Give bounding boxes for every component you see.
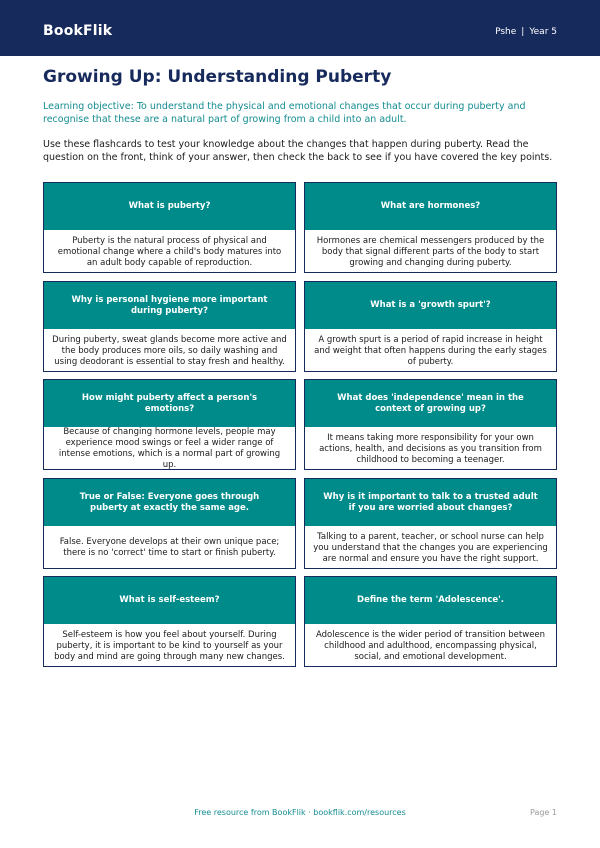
page-title: Growing Up: Understanding Puberty — [43, 67, 392, 87]
flashcard[interactable] — [304, 576, 557, 667]
header-meta — [495, 27, 557, 37]
page-number: Page 1 — [530, 808, 557, 817]
flashcard[interactable] — [304, 478, 557, 569]
card-front-question: What is self-esteem? — [44, 577, 295, 624]
brand-logo[interactable]: BookFlik — [43, 23, 113, 39]
header-bar — [0, 0, 600, 56]
card-front-question: How might puberty affect a person's emotions? — [44, 380, 295, 427]
flashcard[interactable] — [43, 478, 296, 569]
flashcard[interactable] — [43, 379, 296, 470]
card-front-question: What does 'independence' mean in the context of growing up? — [305, 380, 556, 427]
meta-separator: | — [521, 27, 525, 37]
card-back-answer: Adolescence is the wider period of transition between childhood and adulthood, encompassing physical, social, and emotional development. — [315, 629, 546, 662]
card-back-answer: It means taking more responsibility for your own actions, health, and decisions as you transition from childhood to becoming a teenager. — [319, 432, 542, 465]
card-front-question: What is puberty? — [44, 183, 295, 230]
flashcard[interactable] — [43, 576, 296, 667]
card-front-question: Why is it important to talk to a trusted adult if you are worried about changes? — [305, 479, 556, 526]
card-back-answer: Hormones are chemical messengers produced by the body that signal different parts of the body to start growing and changing during puberty. — [316, 235, 545, 268]
card-front-question: True or False: Everyone goes through puberty at exactly the same age. — [44, 479, 295, 526]
card-back-answer: False. Everyone develops at their own unique pace; there is no 'correct' time to start or finish puberty. — [59, 537, 280, 558]
learning-objective: Learning objective: To understand the physical and emotional changes that occur during puberty and recognise that these are a natural part of growing from a child into an adult. — [43, 101, 526, 125]
year-label: Year 5 — [529, 27, 557, 37]
card-back-answer: Puberty is the natural process of physical and emotional change where a child's body matures into an adult body capable of reproduction. — [57, 235, 282, 268]
card-back-answer: During puberty, sweat glands become more active and the body produces more oils, so daily washing and using deodorant is essential to stay fresh and healthy. — [52, 334, 287, 367]
card-back-answer: Talking to a parent, teacher, or school nurse can help you understand that the changes you are experiencing are normal and ensure you have the right support. — [313, 531, 548, 564]
flashcard[interactable] — [304, 379, 557, 470]
card-front-question: What are hormones? — [305, 183, 556, 230]
card-back-answer: Because of changing hormone levels, people may experience mood swings or feel a wider range of intense emotions, which is a normal part of growing up. — [58, 427, 281, 470]
flashcard[interactable] — [43, 281, 296, 372]
intro-text: Use these flashcards to test your knowledge about the changes that happen during puberty. Read the question on the front, think of your answer, then check the back to see if you have covered the key points. — [43, 139, 553, 163]
card-front-question: What is a 'growth spurt'? — [305, 282, 556, 329]
subject-label: Pshe — [495, 27, 517, 37]
footer-link[interactable]: Free resource from BookFlik · bookflik.com/resources — [194, 808, 406, 817]
flashcard[interactable] — [43, 182, 296, 273]
card-front-question: Why is personal hygiene more important during puberty? — [44, 282, 295, 329]
card-back-answer: Self-esteem is how you feel about yourself. During puberty, it is important to be kind to yourself as your body and mind are going through many new changes. — [54, 629, 285, 662]
flashcard[interactable] — [304, 281, 557, 372]
card-front-question: Define the term 'Adolescence'. — [305, 577, 556, 624]
flashcard[interactable] — [304, 182, 557, 273]
card-back-answer: A growth spurt is a period of rapid increase in height and weight that often happens during the early stages of puberty. — [314, 334, 547, 367]
